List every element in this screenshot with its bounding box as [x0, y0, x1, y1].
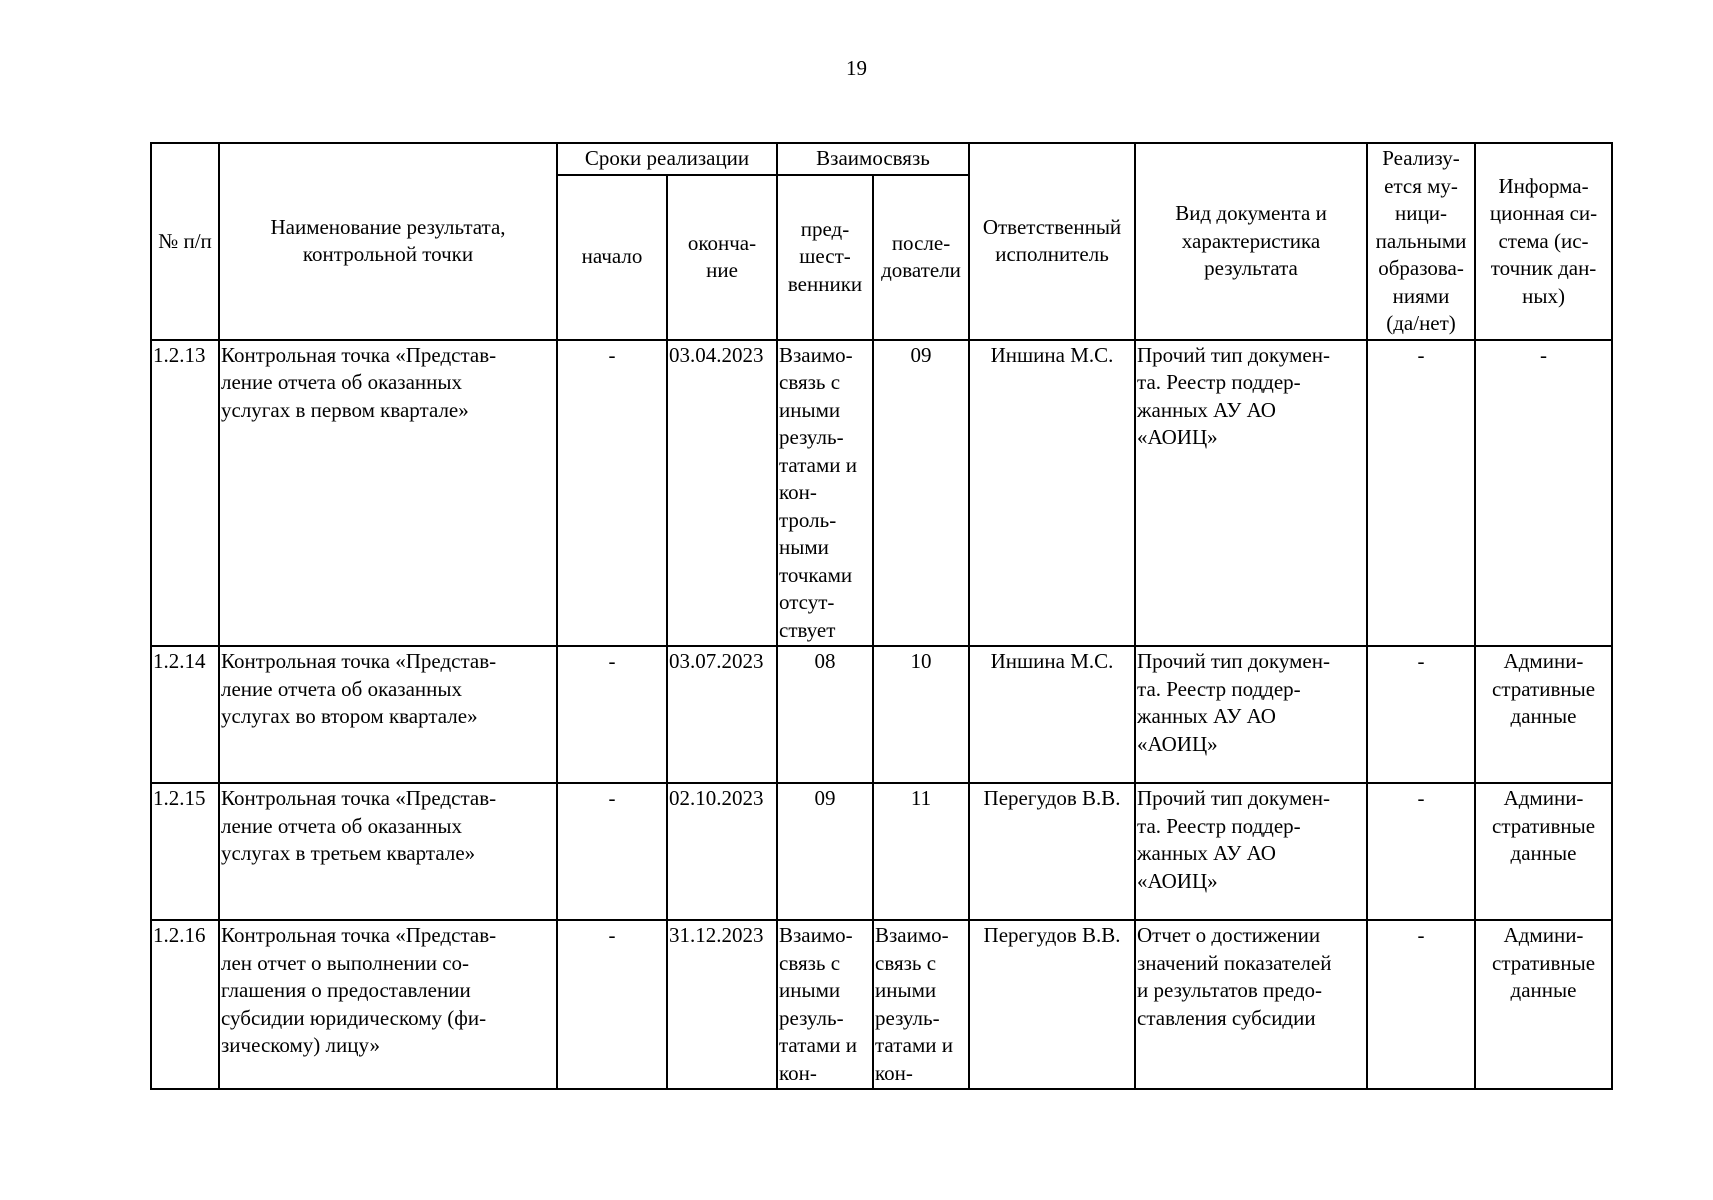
table-row: [151, 340, 1612, 647]
header-name: Наименование результата, контрольной точки: [219, 143, 557, 340]
cell-num: 1.2.15: [151, 783, 219, 920]
header-municipal: Реализу- ется му- ници- пальными образова- ниями (да/нет): [1367, 143, 1475, 340]
cell-end: 03.07.2023: [667, 646, 777, 783]
cell-name: Контрольная точка «Представ- ление отчета об оказанных услугах во втором квартале»: [219, 646, 557, 783]
cell-document: Прочий тип докумен- та. Реестр поддер- жанных АУ АО «АОИЦ»: [1135, 783, 1367, 920]
cell-name: Контрольная точка «Представ- ление отчета об оказанных услугах в третьем квартале»: [219, 783, 557, 920]
cell-document: Прочий тип докумен- та. Реестр поддер- жанных АУ АО «АОИЦ»: [1135, 340, 1367, 647]
cell-num: 1.2.16: [151, 920, 219, 1089]
header-predecessors: пред- шест- венники: [777, 175, 873, 340]
header-relation: Взаимосвязь: [777, 143, 969, 175]
table-row: [151, 646, 1612, 783]
header-responsible: Ответственный исполнитель: [969, 143, 1135, 340]
cell-municipal: -: [1367, 920, 1475, 1089]
cell-successors: 11: [873, 783, 969, 920]
cell-name: Контрольная точка «Представ- лен отчет о выполнении со- глашения о предоставлении субсидии юридическому (фи- зическому) лицу»: [219, 920, 557, 1089]
cell-responsible: Иншина М.С.: [969, 340, 1135, 647]
cell-info-system: Админи- стративные данные: [1475, 783, 1612, 920]
cell-predecessors: Взаимо- связь с иными резуль- татами и кон- троль- ными точками отсут- ствует: [777, 340, 873, 647]
header-document: Вид документа и характеристика результата: [1135, 143, 1367, 340]
cell-predecessors: 09: [777, 783, 873, 920]
cell-info-system: Админи- стративные данные: [1475, 646, 1612, 783]
cell-name: Контрольная точка «Представ- ление отчета об оказанных услугах в первом квартале»: [219, 340, 557, 647]
cell-successors: 09: [873, 340, 969, 647]
cell-num: 1.2.13: [151, 340, 219, 647]
header-terms: Сроки реализации: [557, 143, 777, 175]
cell-municipal: -: [1367, 340, 1475, 647]
header-successors: после- дователи: [873, 175, 969, 340]
cell-predecessors: 08: [777, 646, 873, 783]
cell-responsible: Иншина М.С.: [969, 646, 1135, 783]
table-row: [151, 783, 1612, 920]
cell-num: 1.2.14: [151, 646, 219, 783]
cell-end: 03.04.2023: [667, 340, 777, 647]
table-row: [151, 920, 1612, 1089]
header-start: начало: [557, 175, 667, 340]
cell-end: 31.12.2023: [667, 920, 777, 1089]
control-points-table: [150, 142, 1613, 1090]
cell-info-system: -: [1475, 340, 1612, 647]
header-row-top: [151, 143, 1612, 175]
cell-successors: Взаимо- связь с иными резуль- татами и кон-: [873, 920, 969, 1089]
cell-responsible: Перегудов В.В.: [969, 920, 1135, 1089]
header-end: оконча- ние: [667, 175, 777, 340]
cell-successors: 10: [873, 646, 969, 783]
page-number: 19: [846, 56, 867, 80]
header-info-system: Информа- ционная си- стема (ис- точник дан- ных): [1475, 143, 1612, 340]
cell-predecessors: Взаимо- связь с иными резуль- татами и кон-: [777, 920, 873, 1089]
cell-info-system: Админи- стративные данные: [1475, 920, 1612, 1089]
cell-end: 02.10.2023: [667, 783, 777, 920]
cell-start: -: [557, 783, 667, 920]
cell-document: Прочий тип докумен- та. Реестр поддер- жанных АУ АО «АОИЦ»: [1135, 646, 1367, 783]
cell-start: -: [557, 646, 667, 783]
cell-start: -: [557, 920, 667, 1089]
cell-responsible: Перегудов В.В.: [969, 783, 1135, 920]
cell-municipal: -: [1367, 646, 1475, 783]
cell-municipal: -: [1367, 783, 1475, 920]
cell-start: -: [557, 340, 667, 647]
header-num: № п/п: [151, 143, 219, 340]
cell-document: Отчет о достижении значений показателей и результатов предо- ставления субсидии: [1135, 920, 1367, 1089]
